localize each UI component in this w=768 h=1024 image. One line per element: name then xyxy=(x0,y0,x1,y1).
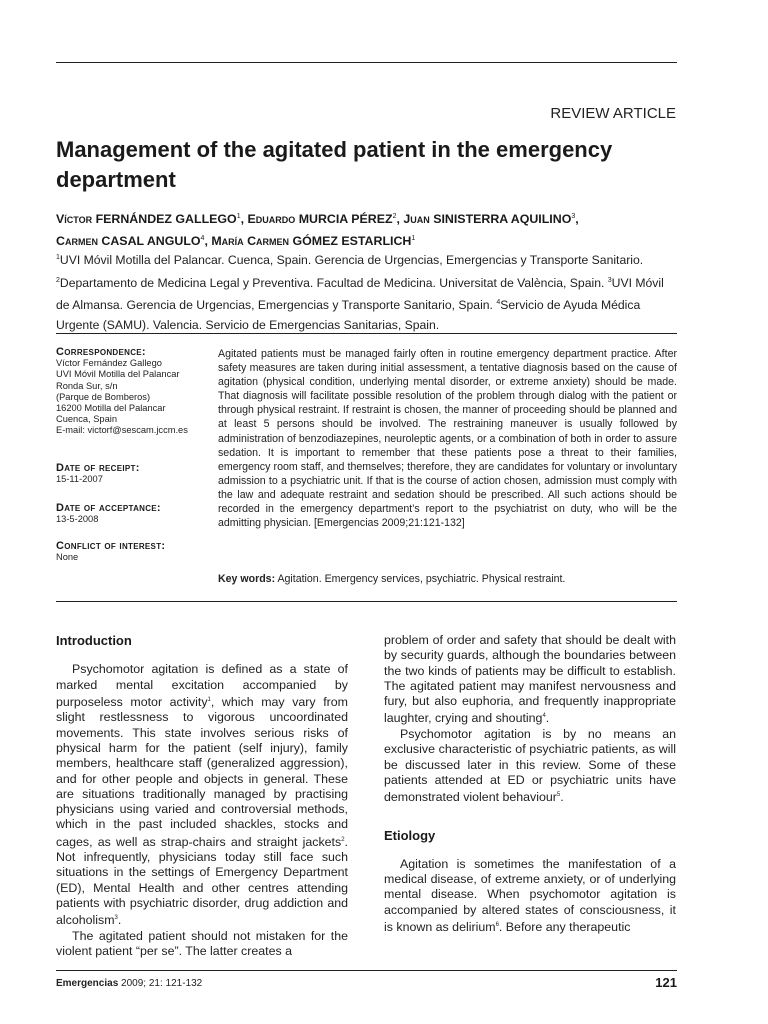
affiliation-text: UVI Móvil Motilla del Palancar. Cuenca, Spain. Gerencia de Urgencias, Emergencias y Transporte Sanitario. xyxy=(59,253,644,268)
section-heading-etiology: Etiology xyxy=(384,827,436,843)
citation-ref: 5 xyxy=(556,792,561,799)
author xyxy=(56,212,241,226)
affiliation-number: 2 xyxy=(56,276,60,284)
affiliation-number: 3 xyxy=(607,276,612,284)
receipt-date-block xyxy=(56,463,208,485)
keywords xyxy=(218,573,677,585)
author-first-name: Carmen xyxy=(56,234,98,249)
affiliation-ref: 2 xyxy=(392,213,397,220)
affiliation-number: 1 xyxy=(56,254,60,261)
author-last-name: FERNÁNDEZ GALLEGO xyxy=(95,212,237,227)
conflict-of-interest-block xyxy=(56,541,208,563)
correspondence-email: E-mail: victorf@sescam.jccm.es xyxy=(56,425,188,436)
acceptance-date-value: 13-5-2008 xyxy=(56,514,99,525)
journal-citation: 2009; 21: 121-132 xyxy=(121,978,203,989)
receipt-date-value: 15-11-2007 xyxy=(56,474,103,485)
affiliation-text: Servicio de Ayuda Médica Urgente (SAMU). Valencia. Servicio de Emergencias Sanitarias, Spain. xyxy=(56,298,641,332)
correspondence-line: 16200 Motilla del Palancar xyxy=(56,403,166,414)
affiliation-text: UVI Móvil de Almansa. Gerencia de Urgencias, Emergencias y Transporte Sanitario, Spain. xyxy=(56,275,664,313)
body-column-left xyxy=(56,633,348,959)
affiliation-ref: 3 xyxy=(571,213,576,220)
article-type-label: REVIEW ARTICLE xyxy=(550,105,676,122)
affiliation-ref: 4 xyxy=(200,235,205,243)
abstract-text: Agitated patients must be managed fairly often in routine emergency department practice. After safety measures are taken during initial assessment, a tentative diagnosis based on the cause of agitation (physical condition, underlying mental disorder, or extreme anxiety) should be made. That diagnosis will facilitate possible resolution of the problem through dialog with the patient or through physical restraint. If restraint is chosen, the manner of proceeding should be planned and at least 5 persons should be involved. The restraining maneuver is usually followed by administration of benzodiazepines, neuroleptic agents, or a combination of both in order to assure sedation. It is important to remember that these patients pose a threat to their families, emergency room staff, and themselves; therefore, they are candidates for voluntary or involuntary admission to a psychiatric unit. If that is the course of action chosen, admission must comply with the law and adequate restraint and sedation should be prescribed. All such actions should be recorded in the emergency department’s report to the psychiatrist on duty, who will be the admitting physician. [Emergencias 2009;21:121-132] xyxy=(218,348,677,530)
author-last-name: SINISTERRA AQUILINO xyxy=(433,212,572,227)
correspondence-line: Cuenca, Spain xyxy=(56,414,117,425)
footer-citation xyxy=(56,978,202,989)
body-paragraph: Psychomotor agitation is defined as a state of marked mental excitation accompanied by purposeless motor activity$^1$, which may vary from slight restlessness to vigorous uncoordinated movements. This state involves serious risks of physical harm for the patient (self injury), family members, healthcare staff (generalized aggression), and for other people and objects in general. These are situations traditionally managed by practising physicians using varied and controversial methods, which in the past included shackles, stocks and cages, as well as strap-chairs and straight jackets$^2$. Not infrequently, physicians today still face such situations in the settings of Emergency Department (ED), Mental Health and other centres attending patients with psychiatric disorder, drug addiction and alcoholism$^3$. xyxy=(56,662,348,928)
body-paragraph: Agitation is sometimes the manifestation of a medical disease, of extreme anxiety, or of underlying mental disease. When psychomotor agitation is accompanied by altered states of consciousness, it is known as delirium$^6$. Before any therapeutic xyxy=(384,856,676,935)
correspondence-block xyxy=(56,347,208,437)
affiliation-ref: 1 xyxy=(411,235,416,243)
correspondence-line: Ronda Sur, s/n xyxy=(56,380,118,391)
author xyxy=(403,212,575,226)
affiliation-ref: 1 xyxy=(236,213,241,220)
citation-ref: 3 xyxy=(114,915,118,922)
author-first-name: Eduardo xyxy=(247,212,296,227)
acceptance-date-heading: Date of acceptance: xyxy=(56,502,161,514)
conflict-of-interest-heading: Conflict of interest: xyxy=(56,540,166,552)
top-rule xyxy=(56,62,677,63)
author xyxy=(247,212,396,226)
acceptance-date-block xyxy=(56,503,208,525)
author-first-name: María Carmen xyxy=(211,234,290,249)
section-rule xyxy=(56,601,677,602)
correspondence-line: Víctor Fernández Gallego xyxy=(56,358,162,369)
keywords-label: Key words: xyxy=(218,573,276,585)
correspondence-line: (Parque de Bomberos) xyxy=(56,391,151,402)
section-heading-introduction: Introduction xyxy=(56,633,132,648)
affiliations xyxy=(56,248,676,335)
citation-ref: 1 xyxy=(207,696,211,703)
correspondence-line: UVI Móvil Motilla del Palancar xyxy=(56,369,180,380)
correspondence-heading: Correspondence: xyxy=(56,346,146,358)
citation-ref: 2 xyxy=(341,836,345,843)
journal-name: Emergencias xyxy=(56,978,119,989)
author-last-name: MURCIA PÉREZ xyxy=(298,212,393,227)
footer-rule xyxy=(56,970,677,971)
author xyxy=(56,234,204,248)
author-list: Víctor FERNÁNDEZ GALLEGO$^1$, Eduardo MURCIA PÉREZ$^2$, Juan SINISTERRA AQUILINO$^3$, Carmen CASAL ANGULO$^4$, María Carmen GÓMEZ ESTARLICH$^1$ xyxy=(56,212,579,249)
author-first-name: Víctor xyxy=(56,212,93,227)
keywords-value: Agitation. Emergency services, psychiatric. Physical restraint. xyxy=(277,573,566,585)
affiliation-text: Departamento de Medicina Legal y Preventiva. Facultad de Medicina. Universitat de València, Spain. xyxy=(59,275,605,290)
author xyxy=(211,234,415,248)
body-paragraph: Psychomotor agitation is by no means an exclusive characteristic of psychiatric patients, as will be discussed later in this review. Some of these patients attended at ED or psychiatric units have demonstrated violent behaviour$^5$. xyxy=(384,726,676,805)
receipt-date-heading: Date of receipt: xyxy=(56,462,140,474)
author-first-name: Juan xyxy=(403,212,430,227)
citation-ref: 4 xyxy=(542,713,546,720)
article-title: Management of the agitated patient in the emergency department xyxy=(56,137,613,192)
citation-ref: 6 xyxy=(495,922,499,928)
page-number: 121 xyxy=(655,975,677,990)
author-last-name: CASAL ANGULO xyxy=(101,234,201,249)
body-column-right xyxy=(384,633,676,935)
section-rule xyxy=(56,333,677,334)
body-paragraph: The agitated patient should not mistaken for the violent patient “per se”. The latter creates a xyxy=(56,928,348,959)
author-last-name: GÓMEZ ESTARLICH xyxy=(292,234,412,249)
body-paragraph: problem of order and safety that should be dealt with by security guards, although the boundaries between the two kinds of patients may be difficult to establish. The agitated patient may manifest nervousness and fury, but also euphoria, and frequently inappropriate laughter, crying and shouting$^4$. xyxy=(384,633,676,726)
affiliation-number: 4 xyxy=(496,299,501,307)
conflict-of-interest-value: None xyxy=(56,552,79,563)
